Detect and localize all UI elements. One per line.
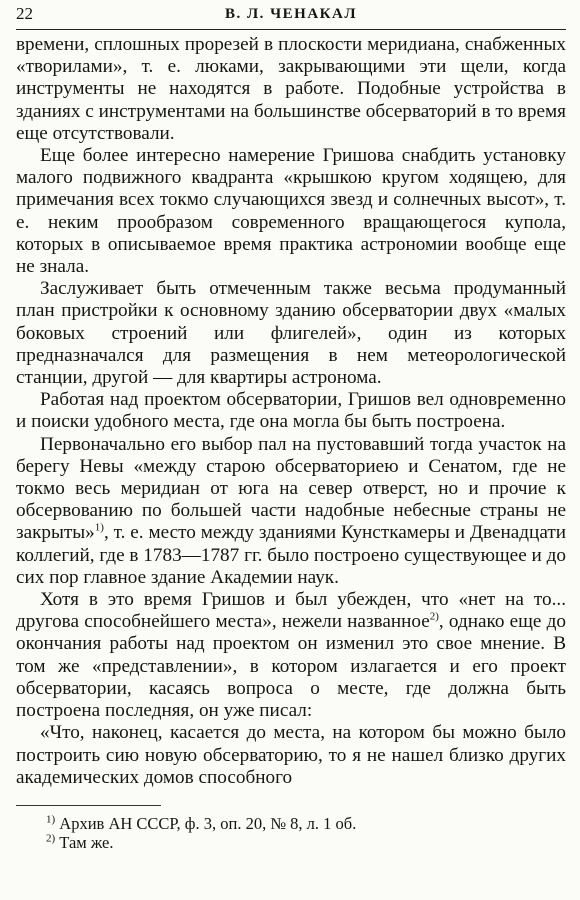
paragraph [16,589,566,722]
paragraph-text: , однако еще до окончания работы над проектом он изменил это свое мнение. В том же «представлении», в котором излагается и его проект обсерватории, касаясь вопроса о месте, где должна быть построена последняя, он уже писал: [16,611,566,722]
footnote [46,814,566,833]
footnote-reference: 1) [94,522,104,535]
page-number: 22 [16,4,33,23]
page-header [16,0,566,34]
paragraph-continued: времени, сплошных прорезей в плоскости меридиана, снабженных «творилами», т. е. люками, закрывающими эти щели, когда инструменты не находятся в работе. Подобные устройства в зданиях с инструментами на большинстве обсерваторий в то время еще отсутствовали. [16,34,566,144]
footnote-reference: 2) [429,610,439,623]
footnote-text: Там же. [59,832,114,852]
footnote-mark: 2) [46,832,56,845]
header-rule [16,29,566,30]
paragraph: Заслуживает быть отмеченным также весьма продуманный план пристройки к основному зданию обсерватории двух «малых боковых строений или флигелей», один из которых предназначался для размещения в нем метеорологической станции, другой — для квартиры астронома. [16,278,566,389]
paragraph-text: , т. е. место между зданиями Кунсткамеры и Двенадцати коллегий, где в 1783—1787 гг. было построено существующее и до сих пор главное здание Академии наук. [16,522,566,588]
paragraph: Еще более интересно намерение Гришова снабдить установку малого подвижного квадранта «крышкою кругом ходящею, для примечания всех токмо случающихся звезд и солнечных высот», т. е. неким прообразом современного вращающегося купола, которых в описываемое время практика астрономии вообще еще не знала. [16,145,566,278]
running-title: В. Л. ЧЕНАКАЛ [224,6,358,22]
body-text [16,34,566,789]
footnote-rule [16,805,161,806]
paragraph-text: Первоначально его выбор пал на пустовавший тогда участок на берегу Невы «между старою обсерваториею и Сенатом, где не токмо весь меридиан от юга на север отверст, но и прочие к обсервованию по большей части надобные небесные страны не закрыты» [16,433,566,544]
paragraph: Работая над проектом обсерватории, Гришов вел одновременно и поиски удобного места, где она могла бы быть построена. [16,389,566,433]
footnotes [16,814,566,852]
paragraph: «Что, наконец, касается до места, на котором бы можно было построить сию новую обсерваторию, то я не нашел близко других академических домов способного [16,722,566,788]
footnote-text: Архив АН СССР, ф. 3, оп. 20, № 8, л. 1 об. [59,813,357,833]
paragraph-text: Хотя в это время Гришов и был убежден, что «нет на то... другова способнейшего места», нежели названное [16,589,566,633]
footnote [46,833,566,852]
footnote-mark: 1) [46,813,56,826]
paragraph [16,434,566,589]
